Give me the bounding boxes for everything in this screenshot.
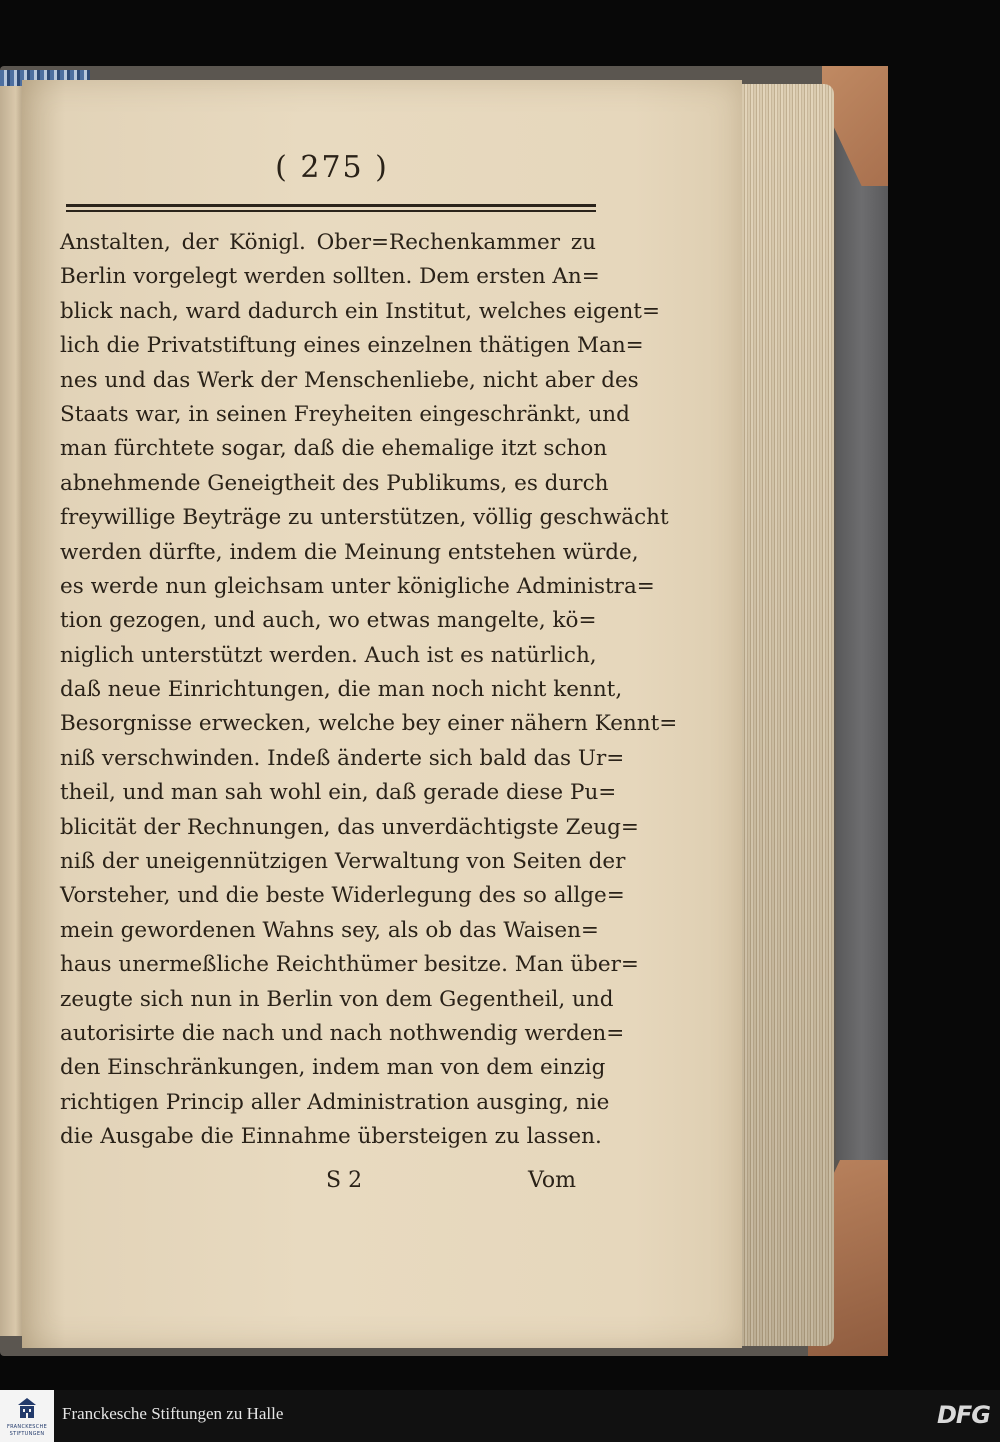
text-line: mein gewordenen Wahns sey, als ob das Waisen= bbox=[60, 917, 599, 943]
text-line: freywillige Beyträge zu unterstützen, völlig geschwächt bbox=[60, 505, 669, 531]
footer-bar bbox=[0, 1390, 1000, 1442]
text-line: nes und das Werk der Menschenliebe, nicht aber des bbox=[60, 367, 639, 393]
text-line: daß neue Einrichtungen, die man noch nicht kennt, bbox=[60, 677, 623, 703]
text-line: niß verschwinden. Indeß änderte sich bald das Ur= bbox=[60, 745, 625, 771]
text-line: blicität der Rechnungen, das unverdächtigste Zeug= bbox=[60, 814, 639, 840]
building-icon bbox=[18, 1398, 36, 1420]
header-rule-thin bbox=[66, 210, 596, 212]
page-edges bbox=[736, 84, 834, 1346]
text-line: Besorgnisse erwecken, welche bey einer nähern Kennt= bbox=[60, 711, 678, 737]
text-line: den Einschränkungen, indem man von dem einzig bbox=[60, 1055, 606, 1081]
footer-title-link[interactable]: Franckesche Stiftungen zu Halle bbox=[62, 1404, 284, 1423]
text-line: niß der uneigennützigen Verwaltung von Seiten der bbox=[60, 849, 626, 875]
cover-board bbox=[836, 100, 888, 1160]
text-line: Vorsteher, und die beste Widerlegung des so allge= bbox=[60, 883, 625, 909]
text-line: niglich unterstützt werden. Auch ist es natürlich, bbox=[60, 642, 597, 668]
logo-text-line-1: FRANCKESCHE bbox=[6, 1424, 48, 1430]
text-line: die Ausgabe die Einnahme übersteigen zu lassen. bbox=[60, 1124, 602, 1150]
logo-text bbox=[2, 1424, 52, 1438]
header-rule bbox=[66, 204, 596, 207]
logo-text-line-2: STIFTUNGEN bbox=[9, 1431, 45, 1437]
text-line: haus unermeßliche Reichthümer besitze. Man über= bbox=[60, 952, 639, 978]
text-line: tion gezogen, und auch, wo etwas mangelte, kö= bbox=[60, 608, 597, 634]
signature-mark: S 2 bbox=[326, 1168, 363, 1193]
text-line: autorisirte die nach und nach nothwendig werden= bbox=[60, 1020, 625, 1046]
catchword: Vom bbox=[528, 1168, 576, 1193]
text-line: richtigen Princip aller Administration ausging, nie bbox=[60, 1089, 610, 1115]
text-line: zeugte sich nun in Berlin von dem Gegentheil, und bbox=[60, 986, 614, 1012]
text-line: Anstalten, der Königl. Ober=Rechenkammer zu bbox=[60, 230, 596, 255]
dfg-logo[interactable]: DFG bbox=[936, 1401, 990, 1429]
text-line: es werde nun gleichsam unter königliche Administra= bbox=[60, 573, 655, 599]
text-line: blick nach, ward dadurch ein Institut, welches eigent= bbox=[60, 298, 660, 324]
text-line: abnehmende Geneigtheit des Publikums, es durch bbox=[60, 470, 609, 496]
text-line: werden dürfte, indem die Meinung entstehen würde, bbox=[60, 539, 639, 565]
text-line: lich die Privatstiftung eines einzelnen thätigen Man= bbox=[60, 333, 644, 359]
text-line: theil, und man sah wohl ein, daß gerade diese Pu= bbox=[60, 780, 617, 806]
franckesche-stiftungen-logo[interactable] bbox=[0, 1390, 54, 1442]
page-number-header: ( 275 ) bbox=[275, 150, 389, 185]
text-line: man fürchtete sogar, daß die ehemalige itzt schon bbox=[60, 436, 608, 462]
page-text bbox=[60, 226, 678, 1155]
text-line: Staats war, in seinen Freyheiten eingeschränkt, und bbox=[60, 401, 630, 427]
text-line: Berlin vorgelegt werden sollten. Dem ersten An= bbox=[60, 264, 600, 290]
